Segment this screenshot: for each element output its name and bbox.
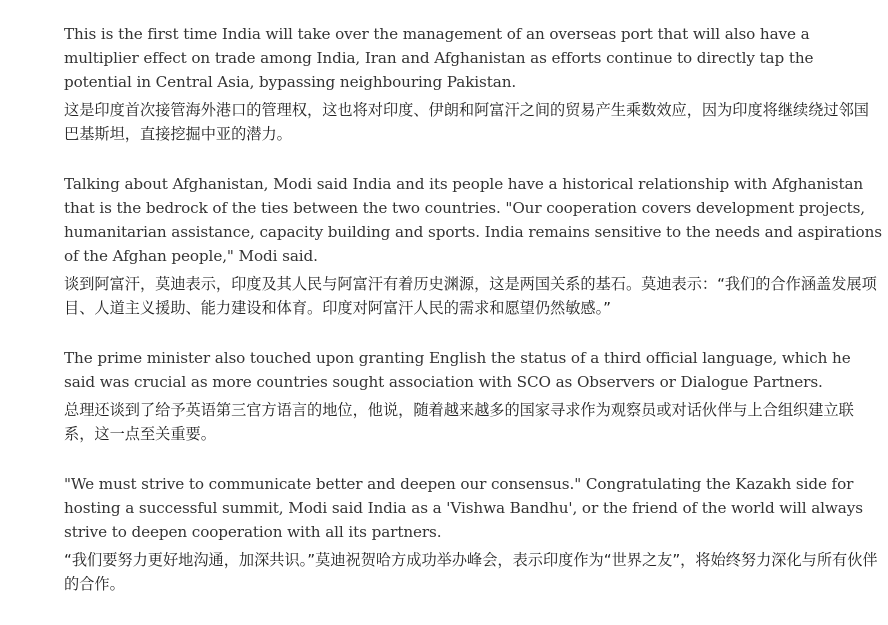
chinese-text: “我们要努力更好地沟通，加深共识。”莫迪祝贺哈方成功举办峰会，表示印度作为“世界之友”，将始终努力深化与所有伙伴的合作。 [64, 551, 878, 593]
paragraph-afghanistan [64, 172, 884, 320]
english-text: "We must strive to communicate better and deepen our consensus." Congratulating the Kazakh side for hosting a successful summit, Modi said India as a 'Vishwa Bandhu', or the friend of the world will always strive to deepen cooperation with all its partners. [64, 475, 863, 541]
english-text: This is the first time India will take over the management of an overseas port that will also have a multiplier effect on trade among India, Iran and Afghanistan as efforts continue to directly tap the potential in Central Asia, bypassing neighbouring Pakistan. [64, 25, 814, 91]
english-text: The prime minister also touched upon granting English the status of a third official language, which he said was crucial as more countries sought association with SCO as Observers or Dialogue Partners. [64, 349, 851, 391]
paragraph-consensus [64, 472, 884, 596]
paragraph-english-language [64, 346, 884, 446]
paragraph-port [64, 22, 884, 146]
chinese-text: 总理还谈到了给予英语第三官方语言的地位，他说，随着越来越多的国家寻求作为观察员或对话伙伴与上合组织建立联系，这一点至关重要。 [64, 401, 854, 443]
chinese-text: 这是印度首次接管海外港口的管理权，这也将对印度、伊朗和阿富汗之间的贸易产生乘数效应，因为印度将继续绕过邻国巴基斯坦，直接挖掘中亚的潜力。 [64, 101, 869, 143]
english-text: Talking about Afghanistan, Modi said India and its people have a historical relationship with Afghanistan that is the bedrock of the ties between the two countries. "Our cooperation covers development projects, humanitarian assistance, capacity building and sports. India remains sensitive to the needs and aspirations of the Afghan people," Modi said. [64, 175, 882, 265]
bilingual-article [64, 22, 884, 622]
chinese-text: 谈到阿富汗，莫迪表示，印度及其人民与阿富汗有着历史渊源，这是两国关系的基石。莫迪表示：“我们的合作涵盖发展项目、人道主义援助、能力建设和体育。印度对阿富汗人民的需求和愿望仍然敏感。” [64, 275, 877, 317]
